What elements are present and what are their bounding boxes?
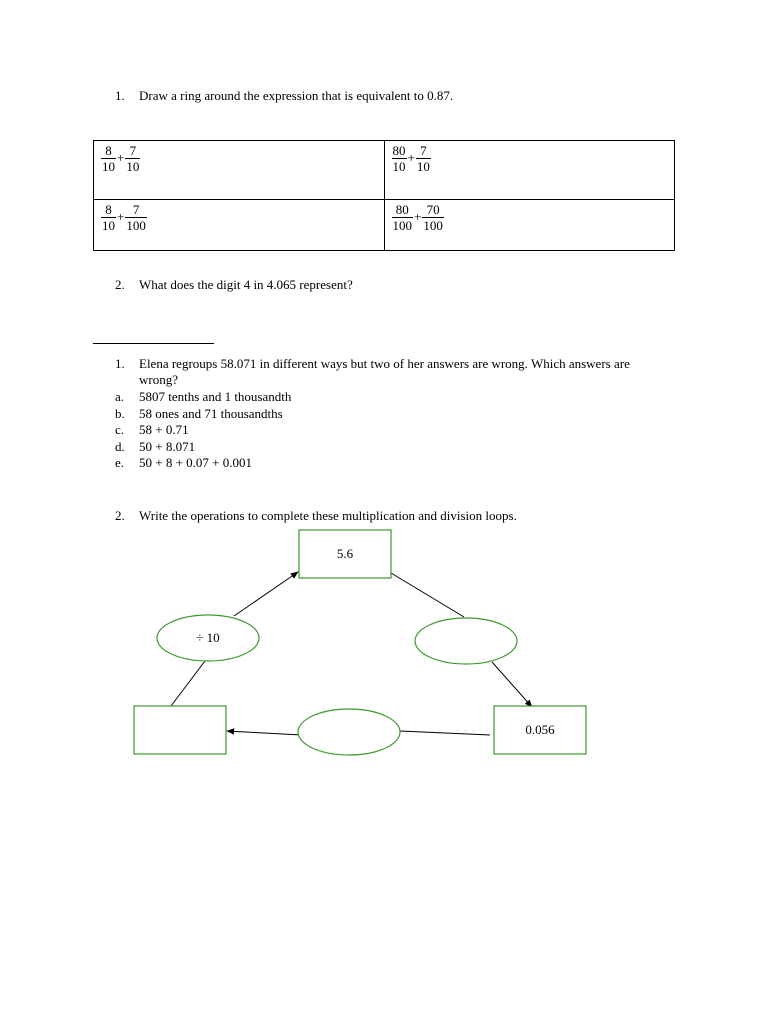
arrow-bottom-oval-to-left-box bbox=[227, 731, 302, 735]
fraction: $\frac{8}{10}$ bbox=[102, 143, 115, 174]
fraction: $\frac{80}{10}$ bbox=[392, 143, 406, 174]
fraction: $\frac{7}{10}$ bbox=[416, 143, 430, 174]
plus-sign: + bbox=[414, 208, 422, 224]
question-text: Write the operations to complete these multiplication and division loops. bbox=[139, 508, 517, 523]
arrow-right-oval-to-right-box bbox=[492, 662, 532, 707]
top-box-value: 5.6 bbox=[336, 546, 354, 561]
arrow-left-oval-to-top-box bbox=[234, 572, 298, 616]
left-box bbox=[134, 706, 226, 754]
question-text: What does the digit 4 in 4.065 represent? bbox=[139, 277, 353, 292]
question-number: 1. bbox=[115, 356, 125, 371]
question-number: 1. bbox=[115, 88, 125, 103]
plus-sign: + bbox=[117, 149, 125, 165]
question-number: 2. bbox=[115, 508, 125, 523]
fraction: $\frac{7}{100}$ bbox=[126, 202, 146, 233]
fraction: $\frac{70}{100}$ bbox=[423, 202, 443, 233]
fraction: $\frac{80}{100}$ bbox=[392, 202, 412, 233]
left-oval-operation: ÷ 10 bbox=[196, 630, 220, 645]
right-oval bbox=[415, 618, 517, 664]
question-text: Elena regroups 58.071 in different ways but two of her answers are wrong. Which answers are wrong? bbox=[139, 356, 630, 387]
plus-sign: + bbox=[407, 149, 415, 165]
plus-sign: + bbox=[117, 208, 125, 224]
bottom-oval bbox=[298, 709, 400, 755]
right-box-value[interactable]: 0.056 bbox=[525, 722, 555, 737]
fraction: $\frac{7}{10}$ bbox=[126, 143, 140, 174]
line-top-box-to-right-oval bbox=[391, 573, 464, 617]
question-text: Draw a ring around the expression that is equivalent to 0.87. bbox=[139, 88, 454, 103]
fraction: $\frac{8}{10}$ bbox=[102, 202, 115, 233]
line-left-box-to-left-oval bbox=[171, 661, 205, 706]
question-number: 2. bbox=[115, 277, 125, 292]
line-right-box-to-bottom-oval bbox=[400, 731, 490, 735]
